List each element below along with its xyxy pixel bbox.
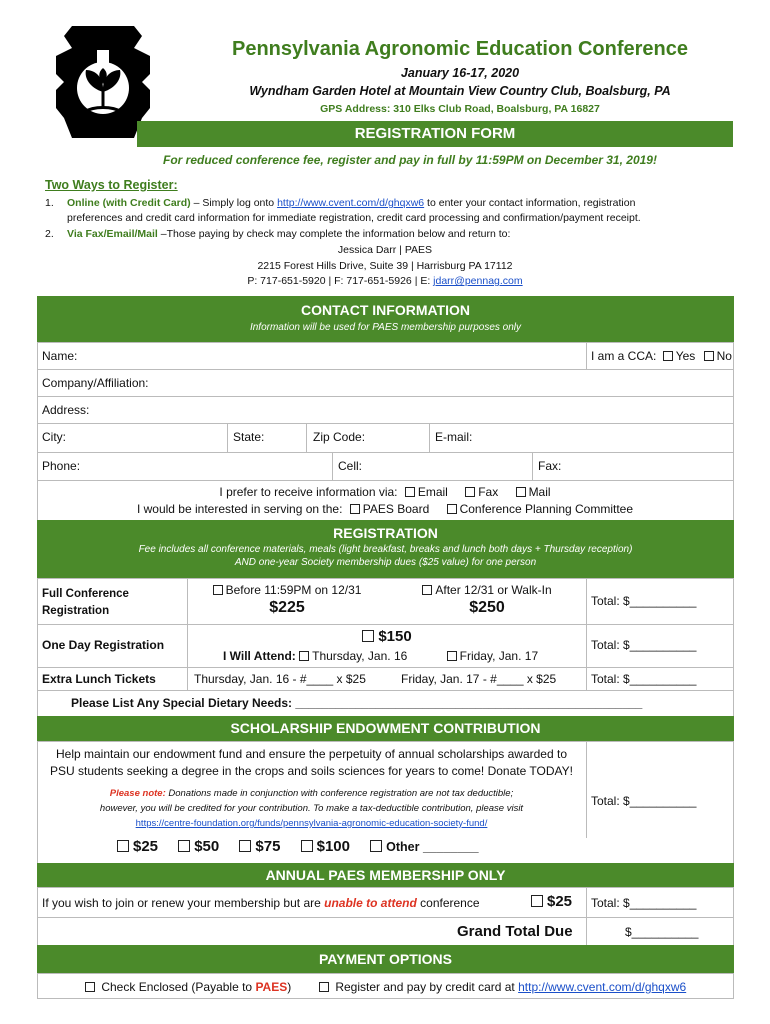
membership-text-em: unable to attend: [324, 896, 417, 910]
ways-heading: Two Ways to Register:: [45, 178, 178, 192]
row-payment: [37, 973, 733, 999]
pref-mail-checkbox[interactable]: [516, 487, 526, 497]
attend-days: [223, 649, 538, 663]
extra-lunch-label: Extra Lunch Tickets: [42, 672, 156, 686]
check-label: Check Enclosed (Payable to: [101, 980, 256, 994]
scholarship-note: [37, 786, 586, 831]
lunch-friday-field[interactable]: Friday, Jan. 17 - #____ x $25: [401, 672, 557, 686]
full-conference-label: [42, 586, 129, 620]
pref-email-label: Email: [417, 485, 448, 499]
city-field[interactable]: City:: [42, 430, 66, 444]
grand-total-field[interactable]: $__________: [625, 925, 699, 939]
membership-checkbox[interactable]: [531, 895, 543, 907]
late-option: [387, 583, 587, 617]
lunch-total-field[interactable]: Total: $__________: [591, 672, 697, 686]
row-address: [37, 396, 733, 423]
row-grand-total: [37, 917, 733, 945]
row-one-day: [37, 624, 733, 667]
pref-fax-label: Fax: [478, 485, 499, 499]
membership-title: ANNUAL PAES MEMBERSHIP ONLY: [265, 867, 506, 883]
registration-sub1: Fee includes all conference materials, meals (light breakfast, breaks and lunch both days + Thursday reception): [138, 544, 633, 555]
serve-label: I would be interested in serving on the:: [136, 502, 343, 516]
one-day-price: $150: [378, 628, 412, 645]
early-option: [187, 583, 387, 617]
mail-address: [100, 243, 670, 290]
card-link[interactable]: http://www.cvent.com/d/ghqxw6: [518, 980, 687, 994]
check-paes: PAES: [255, 980, 288, 994]
membership-text-post: conference: [416, 896, 480, 910]
check-label-end: ): [287, 980, 292, 994]
row-full-conference: [37, 578, 733, 624]
donate-50-label: $50: [194, 838, 220, 855]
one-day-checkbox[interactable]: [362, 630, 374, 642]
pref-fax-checkbox[interactable]: [465, 487, 475, 497]
way-online-title: Online (with Credit Card): [67, 197, 191, 209]
late-label: After 12/31 or Walk-In: [435, 583, 552, 597]
note-line2: however, you will be credited for your contribution. To make a tax-deductible contribution, please visit: [99, 803, 524, 814]
thursday-checkbox[interactable]: [299, 651, 309, 661]
way-online: [45, 196, 735, 226]
row-company: [37, 369, 733, 396]
donate-other-checkbox[interactable]: [370, 840, 382, 852]
row-name: [37, 342, 733, 369]
address-line2: 2215 Forest Hills Drive, Suite 39 | Harrisburg PA 17112: [257, 259, 513, 272]
way-online-pre: – Simply log onto: [190, 197, 278, 209]
serve-board-checkbox[interactable]: [350, 504, 360, 514]
row-preferences: [37, 480, 733, 520]
phone-field[interactable]: Phone:: [42, 459, 81, 473]
way-online-line2: preferences and credit card information for immediate registration, credit card processing and confirmation/payment receipt.: [67, 212, 641, 224]
contact-section-header: [37, 296, 734, 342]
cvent-link[interactable]: http://www.cvent.com/d/ghqxw6: [277, 197, 425, 209]
donate-other-field[interactable]: Other ________: [386, 840, 479, 854]
scholarship-text: [37, 746, 586, 780]
membership-text: [42, 896, 480, 910]
membership-price: $25: [547, 893, 573, 910]
cell-field[interactable]: Cell:: [338, 459, 363, 473]
dietary-field[interactable]: Please List Any Special Dietary Needs: ____________________________________________________: [71, 696, 643, 710]
company-field[interactable]: Company/Affiliation:: [42, 376, 149, 390]
one-day-total-field[interactable]: Total: $__________: [591, 638, 697, 652]
membership-text-pre: If you wish to join or renew your membership but are: [42, 896, 325, 910]
early-label: Before 11:59PM on 12/31: [225, 583, 362, 597]
one-day-option: [187, 628, 587, 645]
registration-sub2: AND one-year Society membership dues ($25 value) for one person: [234, 557, 537, 568]
address-line3: P: 717-651-5920 | F: 717-651-5926 | E:: [247, 275, 434, 287]
cca-no-label: No: [716, 349, 732, 363]
row-extra-lunch: [37, 667, 733, 690]
donate-50-checkbox[interactable]: [178, 840, 190, 852]
scholarship-total-field[interactable]: Total: $__________: [591, 794, 697, 808]
late-price: $250: [469, 599, 505, 616]
conference-title: Pennsylvania Agronomic Education Conference: [231, 38, 689, 60]
way-online-post: to enter your contact information, registration: [424, 197, 636, 209]
row-membership: [37, 887, 733, 917]
scholarship-section-header: [37, 716, 734, 741]
cca-label: I am a CCA:: [591, 349, 657, 363]
pref-email-checkbox[interactable]: [405, 487, 415, 497]
lunch-thursday-field[interactable]: Thursday, Jan. 16 - #____ x $25: [194, 672, 366, 686]
serve-committee-label: Conference Planning Committee: [459, 502, 634, 516]
contact-subtitle: Information will be used for PAES membership purposes only: [249, 322, 522, 333]
way-mail: [45, 228, 735, 240]
check-option: [85, 980, 291, 994]
friday-label: Friday, Jan. 17: [459, 649, 539, 663]
cca-field: [591, 349, 732, 363]
address-line1: Jessica Darr | PAES: [337, 244, 433, 256]
email-link[interactable]: jdarr@pennag.com: [433, 275, 523, 287]
way-mail-text: –Those paying by check may complete the information below and return to:: [157, 228, 511, 240]
late-checkbox[interactable]: [422, 585, 432, 595]
row-phone: [37, 452, 733, 480]
conference-venue: Wyndham Garden Hotel at Mountain View Country Club, Boalsburg, PA: [249, 84, 671, 98]
registration-title: REGISTRATION: [333, 525, 438, 541]
donate-100-label: $100: [316, 838, 350, 855]
email-field[interactable]: E-mail:: [435, 430, 473, 444]
registration-section-header: [37, 520, 734, 578]
friday-checkbox[interactable]: [447, 651, 457, 661]
grand-total-label: Grand Total Due: [457, 923, 573, 940]
deadline-note: For reduced conference fee, register and pay in full by 11:59PM on December 31, 2019!: [163, 153, 657, 167]
cca-yes-checkbox[interactable]: [663, 351, 673, 361]
address-field[interactable]: Address:: [42, 403, 90, 417]
scholarship-title: SCHOLARSHIP ENDOWMENT CONTRIBUTION: [230, 720, 541, 736]
will-attend-label: I Will Attend:: [223, 649, 296, 663]
way-online-num: 1.: [45, 197, 54, 209]
membership-section-header: [37, 863, 734, 887]
early-checkbox[interactable]: [213, 585, 223, 595]
membership-total-field[interactable]: Total: $__________: [591, 896, 697, 910]
scholarship-text1: Help maintain our endowment fund and ensure the perpetuity of annual scholarships awarded to: [56, 747, 567, 761]
full-total-field[interactable]: Total: $__________: [591, 594, 697, 608]
pref-mail-label: Mail: [528, 485, 551, 499]
serve-board-label: PAES Board: [362, 502, 430, 516]
name-field[interactable]: Name:: [42, 349, 78, 363]
note-line1: Donations made in conjunction with conference registration are not tax deductible;: [165, 788, 514, 799]
row-scholarship: [37, 741, 733, 863]
conference-dates: January 16-17, 2020: [400, 66, 520, 80]
donate-75-checkbox[interactable]: [239, 840, 251, 852]
cca-no-checkbox[interactable]: [704, 351, 714, 361]
registration-form-bar: [137, 121, 733, 147]
membership-option: [531, 893, 572, 910]
early-price: $225: [269, 599, 305, 616]
donate-100-checkbox[interactable]: [301, 840, 313, 852]
row-dietary: [37, 690, 733, 716]
way-mail-num: 2.: [45, 228, 54, 240]
full-label-line2: Registration: [42, 605, 110, 617]
way-mail-title: Via Fax/Email/Mail: [67, 228, 158, 240]
prefer-label: I prefer to receive information via:: [219, 485, 398, 499]
donate-25-checkbox[interactable]: [117, 840, 129, 852]
state-field[interactable]: State:: [233, 430, 265, 444]
payment-section-header: [37, 945, 734, 973]
full-label-line1: Full Conference: [42, 588, 129, 600]
thursday-label: Thursday, Jan. 16: [312, 649, 408, 663]
card-label: Register and pay by credit card at: [335, 980, 519, 994]
fax-field[interactable]: Fax:: [538, 459, 562, 473]
scholarship-text2: PSU students seeking a degree in the crops and soils sciences for years to come! Donate TODAY!: [50, 764, 573, 778]
contact-title: CONTACT INFORMATION: [300, 302, 470, 318]
zip-field[interactable]: Zip Code:: [313, 430, 366, 444]
one-day-label: One Day Registration: [42, 638, 165, 652]
form-title: REGISTRATION FORM: [354, 125, 516, 142]
donate-75-label: $75: [255, 838, 281, 855]
cca-yes-label: Yes: [675, 349, 696, 363]
note-label: Please note:: [109, 788, 166, 799]
card-option: [319, 980, 686, 994]
check-checkbox[interactable]: [85, 982, 95, 992]
card-checkbox[interactable]: [319, 982, 329, 992]
payment-title: PAYMENT OPTIONS: [318, 951, 453, 967]
foundation-link[interactable]: https://centre-foundation.org/funds/pennsylvania-agronomic-education-society-fund/: [135, 818, 488, 829]
donate-25-label: $25: [133, 838, 159, 855]
gps-address: GPS Address: 310 Elks Club Road, Boalsburg, PA 16827: [320, 103, 600, 115]
row-city: [37, 423, 733, 452]
donation-amounts: [117, 838, 479, 855]
serve-committee-checkbox[interactable]: [447, 504, 457, 514]
